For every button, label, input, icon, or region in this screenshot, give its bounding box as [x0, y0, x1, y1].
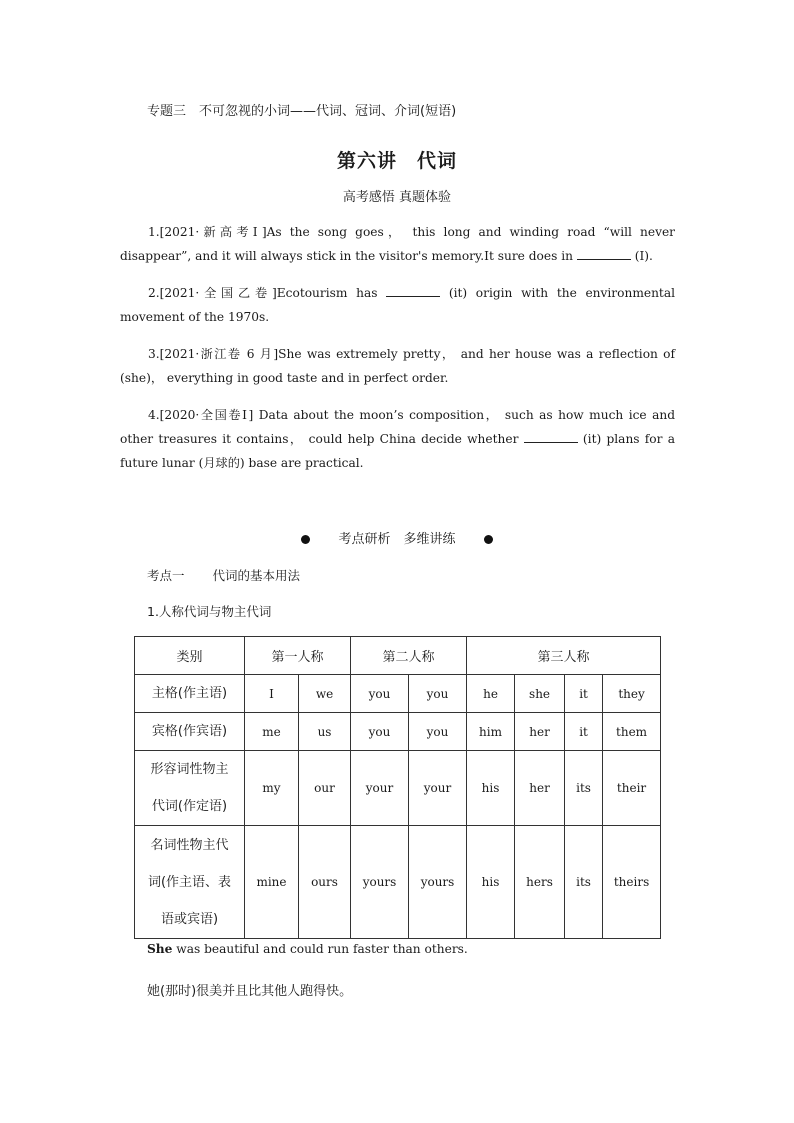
- table-cell: their: [603, 751, 661, 826]
- table-row: [135, 826, 661, 939]
- question-text: Ecotourism has: [276, 286, 387, 300]
- row-label-line: 词(作主语、表: [147, 874, 232, 890]
- table-cell: his: [467, 826, 515, 939]
- topic-heading: 专题三 不可忽视的小词——代词、冠词、介词(短语): [147, 104, 457, 119]
- table-cell: I: [245, 675, 299, 713]
- table-row: [135, 675, 661, 713]
- table-row: [135, 713, 661, 751]
- table-cell: hers: [515, 826, 565, 939]
- example-rest: was beautiful and could run faster than others.: [172, 942, 468, 956]
- table-cell: they: [603, 675, 661, 713]
- exam-point-label: 考点一: [147, 568, 185, 583]
- question-1: [120, 220, 675, 268]
- table-cell: him: [467, 713, 515, 751]
- table-cell: it: [565, 675, 603, 713]
- question-source: 2.[2021·全国乙卷]: [148, 286, 277, 300]
- table-cell: us: [299, 713, 351, 751]
- exam-point-heading: [147, 566, 328, 584]
- table-cell: me: [245, 713, 299, 751]
- bullet-dot-icon: [484, 535, 493, 544]
- row-label-line: 代词(作定语): [151, 799, 228, 814]
- table-cell: he: [467, 675, 515, 713]
- question-text-after: (it) origin with the environmental movement of the 1970s.: [120, 286, 675, 324]
- table-cell: my: [245, 751, 299, 826]
- table-row: [135, 751, 661, 826]
- question-source: 3.[2021·浙江卷 6 月]: [148, 347, 279, 361]
- table-cell: yours: [409, 826, 467, 939]
- table-cell: her: [515, 713, 565, 751]
- row-label-line: 名词性物主代: [150, 837, 229, 853]
- lecture-title: 第六讲 代词: [336, 150, 457, 172]
- question-text: Data about the moon’s composition， such as how much ice and other treasures it contains， could help China decide whether: [120, 408, 676, 446]
- header-third-person: 第三人称: [467, 637, 661, 675]
- table-cell: it: [565, 713, 603, 751]
- table-cell: its: [565, 826, 603, 939]
- table-cell: its: [565, 751, 603, 826]
- table-header-row: [135, 637, 661, 675]
- row-label: 宾格(作宾语): [135, 713, 245, 751]
- header-second-person: 第二人称: [351, 637, 467, 675]
- answer-blank[interactable]: [524, 430, 578, 443]
- example-bold-word: She: [147, 942, 173, 956]
- table-cell: you: [351, 675, 409, 713]
- row-label-line: 语或宾语): [160, 911, 219, 927]
- question-text-after: (I).: [630, 249, 653, 263]
- answer-blank[interactable]: [386, 284, 440, 297]
- answer-blank[interactable]: [577, 247, 631, 260]
- table-cell: them: [603, 713, 661, 751]
- question-2: [120, 281, 675, 329]
- table-cell: you: [351, 713, 409, 751]
- header-first-person: 第一人称: [245, 637, 351, 675]
- table-cell: she: [515, 675, 565, 713]
- question-text-after: (it) plans for a future lunar (月球的) base are practical.: [120, 432, 675, 470]
- table-cell: yours: [351, 826, 409, 939]
- row-label-line: 形容词性物主: [150, 762, 229, 777]
- row-label: 主格(作主语): [135, 675, 245, 713]
- row-label: [135, 826, 245, 939]
- section-subtitle: 高考感悟 真题体验: [342, 190, 452, 205]
- table-cell: your: [409, 751, 467, 826]
- question-text: As the song goes， this long and winding road “will never disappear”, and it will always stick in the visitor's memory.It sure does in: [120, 225, 675, 263]
- table-cell: we: [299, 675, 351, 713]
- question-3: [120, 342, 675, 390]
- row-label: [135, 751, 245, 826]
- table-cell: you: [409, 713, 467, 751]
- question-source: 1.[2021·新高考Ⅰ]: [148, 225, 267, 239]
- exam-point-title: 代词的基本用法: [212, 568, 301, 583]
- header-category: 类别: [135, 637, 245, 675]
- table-cell: his: [467, 751, 515, 826]
- table-cell: her: [515, 751, 565, 826]
- question-text: She was extremely pretty， and her house was a reflection of (she)， everything in good taste and in perfect order.: [120, 347, 676, 385]
- section-title: 考点研析 多维讲练: [338, 532, 456, 547]
- section-heading: [0, 528, 794, 547]
- question-source: 4.[2020·全国卷Ⅰ]: [148, 408, 254, 422]
- table-cell: you: [409, 675, 467, 713]
- subheading: 1.人称代词与物主代词: [147, 604, 272, 619]
- table-cell: your: [351, 751, 409, 826]
- table-cell: ours: [299, 826, 351, 939]
- example-translation: 她(那时)很美并且比其他人跑得快。: [147, 984, 353, 999]
- example-sentence: [147, 942, 468, 956]
- table-cell: mine: [245, 826, 299, 939]
- bullet-dot-icon: [301, 535, 310, 544]
- question-4: [120, 403, 675, 475]
- table-cell: theirs: [603, 826, 661, 939]
- pronoun-table: [134, 636, 661, 939]
- table-cell: our: [299, 751, 351, 826]
